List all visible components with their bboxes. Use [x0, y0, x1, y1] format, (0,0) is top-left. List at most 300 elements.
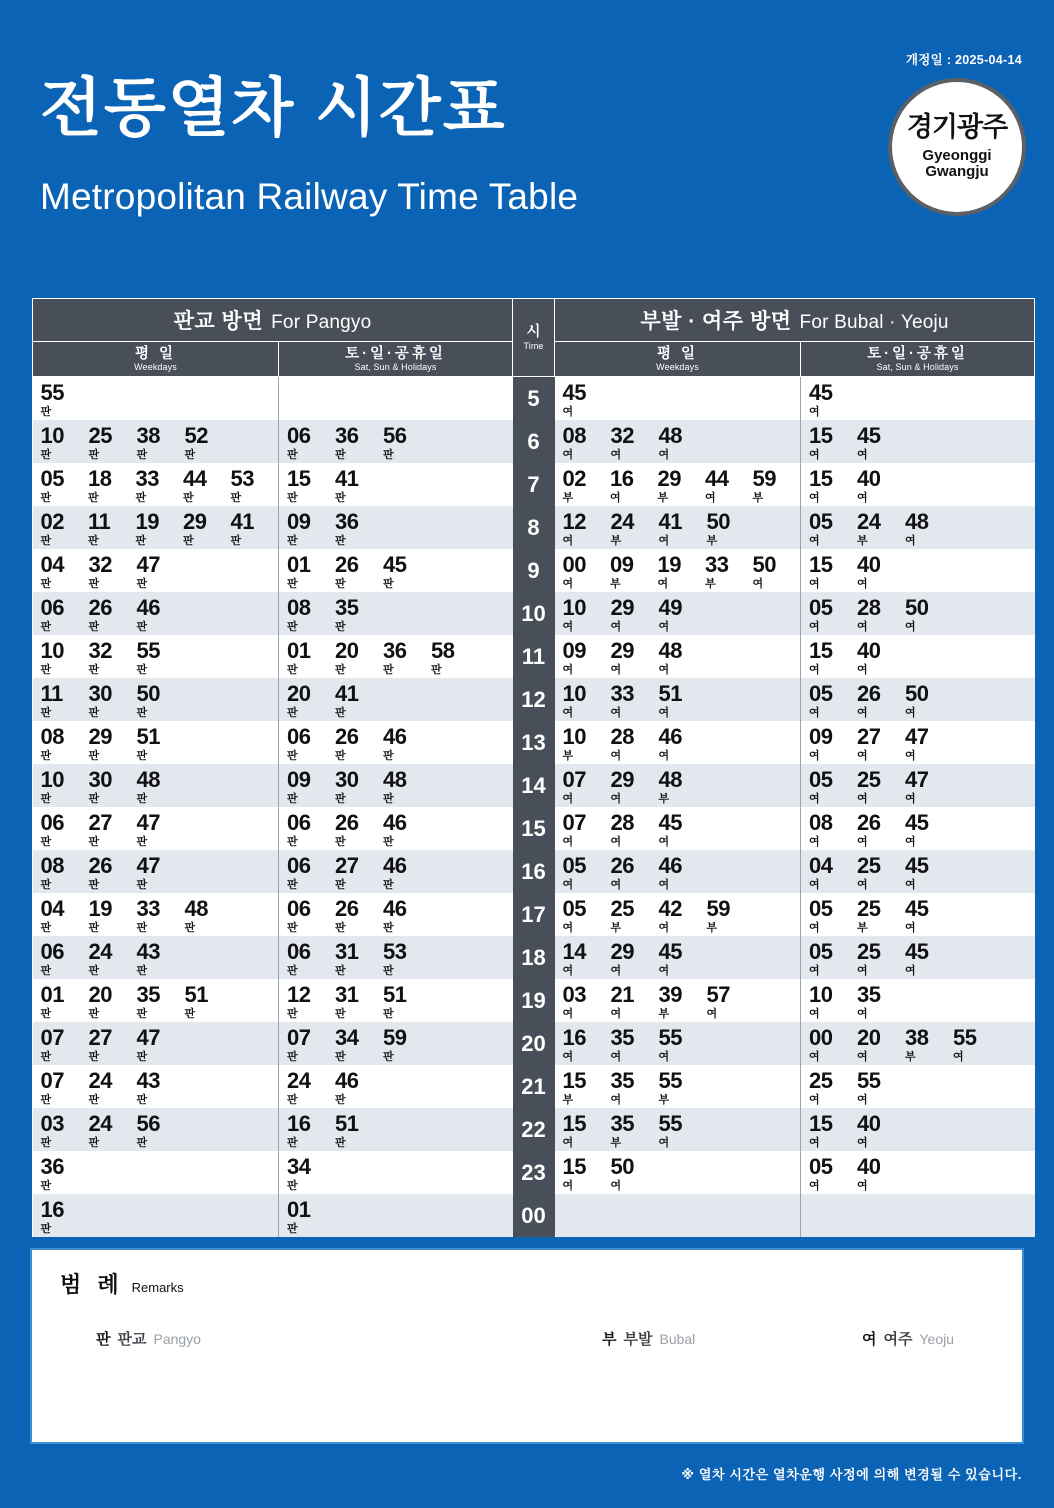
departure-destination-code: 여: [857, 1008, 868, 1020]
departure-minute: 05: [809, 896, 833, 921]
departure-minute: 48: [905, 509, 929, 534]
departure-minute: 00: [562, 552, 586, 577]
times-group: [801, 895, 1035, 934]
departure-minute: 51: [136, 724, 160, 749]
departure-destination-code: 판: [40, 879, 51, 891]
departure-minute: 16: [562, 1025, 586, 1050]
departure-time: [953, 1027, 995, 1063]
times-cell-right_weekday: [555, 592, 801, 635]
times-cell-right_holiday: [801, 592, 1035, 635]
departure-time: [89, 898, 131, 934]
departure-destination-code: 판: [40, 750, 51, 762]
timetable-row: [33, 506, 1035, 549]
departure-time: [905, 597, 947, 633]
departure-minute: 36: [335, 509, 359, 534]
departure-time: [563, 1027, 605, 1063]
departure-time: [335, 1027, 377, 1063]
departure-minute: 40: [857, 638, 881, 663]
departure-destination-code: 판: [135, 535, 146, 547]
departure-minute: 05: [562, 853, 586, 878]
departure-minute: 51: [335, 1111, 359, 1136]
timetable-row: [33, 678, 1035, 721]
departure-minute: 45: [658, 810, 682, 835]
departure-minute: 45: [562, 380, 586, 405]
departure-destination-code: 여: [809, 1051, 820, 1063]
departure-minute: 26: [335, 896, 359, 921]
departure-minute: 20: [88, 982, 112, 1007]
departure-minute: 20: [287, 681, 311, 706]
times-group: [33, 1153, 279, 1192]
departure-time: [41, 1156, 83, 1192]
departure-time: [611, 941, 653, 977]
departure-minute: 15: [809, 423, 833, 448]
times-group: [555, 895, 801, 934]
departure-time: [383, 726, 425, 762]
departure-minute: 05: [809, 939, 833, 964]
departure-destination-code: 판: [383, 793, 394, 805]
hour-label: 23: [513, 1151, 555, 1194]
departure-destination-code: 여: [706, 1008, 717, 1020]
departure-destination-code: 여: [562, 535, 573, 547]
departure-minute: 27: [335, 853, 359, 878]
departure-minute: 19: [88, 896, 112, 921]
hour-label: 7: [513, 463, 555, 506]
departure-destination-code: 여: [610, 664, 621, 676]
departure-destination-code: 여: [658, 1137, 669, 1149]
times-cell-left_holiday: [279, 1194, 513, 1237]
times-group: [279, 981, 513, 1020]
times-cell-left_holiday: [279, 893, 513, 936]
direction-pangyo-ko: 판교 방면: [173, 310, 264, 333]
departure-destination-code: 판: [287, 836, 298, 848]
departure-time: [611, 1070, 653, 1106]
times-group: [33, 723, 279, 762]
times-cell-right_holiday: [801, 1108, 1035, 1151]
times-cell-left_holiday: [279, 721, 513, 764]
departure-time: [41, 511, 83, 547]
departure-minute: 24: [88, 1111, 112, 1136]
departure-destination-code: 여: [809, 750, 820, 762]
departure-time: [335, 855, 377, 891]
departure-time: [809, 382, 851, 418]
departure-time: [335, 425, 377, 461]
departure-minute: 55: [953, 1025, 977, 1050]
departure-destination-code: 판: [88, 449, 99, 461]
departure-minute: 20: [335, 638, 359, 663]
times-group: [33, 637, 279, 676]
departure-minute: 01: [287, 552, 311, 577]
hour-label: 16: [513, 850, 555, 893]
times-group: [801, 1153, 1035, 1192]
direction-header-pangyo: [33, 299, 513, 342]
departure-time: [857, 683, 899, 719]
times-cell-left_holiday: [279, 1108, 513, 1151]
times-cell-left_holiday: [279, 506, 513, 549]
departure-destination-code: 여: [610, 750, 621, 762]
times-cell-left_weekday: [33, 1108, 279, 1151]
hour-label: 12: [513, 678, 555, 721]
departure-time: [287, 941, 329, 977]
departure-minute: 46: [335, 1068, 359, 1093]
departure-time: [563, 640, 605, 676]
departure-minute: 55: [658, 1068, 682, 1093]
departure-time: [41, 812, 83, 848]
departure-time: [659, 812, 701, 848]
departure-time: [659, 1070, 701, 1106]
departure-time: [809, 941, 851, 977]
subheader-pangyo-weekday-ko: 평 일: [134, 345, 177, 362]
station-name-ko: 경기광주: [906, 112, 1008, 143]
departure-destination-code: 여: [905, 965, 916, 977]
departure-destination-code: 판: [136, 965, 147, 977]
times-group: [801, 551, 1035, 590]
departure-destination-code: 여: [857, 1180, 868, 1192]
departure-time: [658, 468, 700, 504]
departure-time: [707, 984, 749, 1020]
departure-time: [857, 984, 899, 1020]
departure-destination-code: 판: [136, 750, 147, 762]
departure-time: [287, 511, 329, 547]
departure-minute: 47: [136, 1025, 160, 1050]
departure-minute: 55: [857, 1068, 881, 1093]
times-cell-left_holiday: [279, 420, 513, 463]
departure-minute: 02: [40, 509, 64, 534]
times-cell-right_holiday: [801, 764, 1035, 807]
departure-destination-code: 판: [335, 449, 346, 461]
departure-destination-code: 여: [905, 750, 916, 762]
departure-time: [136, 468, 178, 504]
departure-minute: 43: [136, 1068, 160, 1093]
departure-time: [705, 554, 747, 590]
departure-time: [563, 769, 605, 805]
departure-destination-code: 여: [857, 449, 868, 461]
departure-minute: 06: [287, 853, 311, 878]
departure-destination-code: 판: [136, 1008, 147, 1020]
departure-destination-code: 판: [136, 449, 147, 461]
departure-destination-code: 판: [287, 621, 298, 633]
times-cell-right_weekday: [555, 377, 801, 421]
departure-destination-code: 여: [857, 707, 868, 719]
departure-destination-code: 여: [857, 879, 868, 891]
times-cell-left_holiday: [279, 635, 513, 678]
departure-destination-code: 판: [287, 750, 298, 762]
departure-minute: 48: [658, 638, 682, 663]
departure-minute: 45: [905, 810, 929, 835]
departure-time: [753, 468, 795, 504]
departure-destination-code: 판: [287, 1137, 298, 1149]
departure-minute: 05: [562, 896, 586, 921]
hour-label: 9: [513, 549, 555, 592]
departure-time: [857, 425, 899, 461]
departure-destination-code: 여: [809, 664, 820, 676]
hour-label: 11: [513, 635, 555, 678]
departure-minute: 16: [40, 1197, 64, 1222]
departure-minute: 29: [657, 466, 681, 491]
departure-time: [335, 726, 377, 762]
departure-destination-code: 판: [40, 1223, 51, 1235]
times-group: [555, 551, 801, 590]
departure-destination-code: 판: [184, 449, 195, 461]
departure-minute: 46: [383, 853, 407, 878]
departure-destination-code: 부: [610, 1137, 621, 1149]
departure-minute: 26: [335, 552, 359, 577]
departure-time: [857, 898, 899, 934]
page-title-en: Metropolitan Railway Time Table: [40, 176, 579, 217]
departure-time: [809, 1113, 851, 1149]
times-group: [33, 766, 279, 805]
departure-destination-code: 판: [136, 1051, 147, 1063]
departure-minute: 11: [88, 509, 111, 534]
times-cell-right_holiday: [801, 1151, 1035, 1194]
times-cell-right_holiday: [801, 420, 1035, 463]
legend-code-bubal: 부: [602, 1331, 617, 1348]
departure-time: [905, 898, 947, 934]
departure-destination-code: 판: [136, 879, 147, 891]
departure-time: [809, 468, 851, 504]
hour-header-ko: 시: [526, 324, 541, 341]
departure-destination-code: 여: [809, 535, 820, 547]
departure-destination-code: 여: [562, 965, 573, 977]
departure-destination-code: 판: [88, 664, 99, 676]
departure-destination-code: 여: [658, 449, 669, 461]
departure-time: [383, 812, 425, 848]
times-cell-left_weekday: [33, 678, 279, 721]
departure-destination-code: 판: [40, 449, 51, 461]
departure-time: [137, 984, 179, 1020]
departure-minute: 25: [88, 423, 112, 448]
departure-minute: 28: [610, 810, 634, 835]
departure-minute: 46: [383, 810, 407, 835]
departure-destination-code: 부: [905, 1051, 916, 1063]
departure-time: [659, 855, 701, 891]
departure-minute: 35: [610, 1025, 634, 1050]
departure-time: [809, 683, 851, 719]
departure-destination-code: 여: [562, 1051, 573, 1063]
times-group: [279, 680, 513, 719]
departure-time: [563, 898, 605, 934]
departure-minute: 51: [184, 982, 208, 1007]
legend-item-pangyo: [96, 1328, 201, 1349]
departure-time: [905, 726, 947, 762]
departure-time: [809, 855, 851, 891]
departure-destination-code: 여: [610, 707, 621, 719]
departure-minute: 25: [857, 939, 881, 964]
departure-time: [809, 769, 851, 805]
departure-time: [89, 769, 131, 805]
departure-time: [563, 683, 605, 719]
departure-destination-code: 여: [610, 1180, 621, 1192]
departure-destination-code: 여: [562, 406, 573, 418]
departure-time: [335, 511, 377, 547]
departure-destination-code: 여: [562, 922, 573, 934]
departure-time: [335, 554, 377, 590]
departure-minute: 04: [40, 896, 64, 921]
departure-time: [659, 769, 701, 805]
times-cell-left_holiday: [279, 764, 513, 807]
times-group: [33, 809, 279, 848]
departure-time: [287, 554, 329, 590]
departure-time: [89, 554, 131, 590]
departure-time: [857, 726, 899, 762]
departure-time: [137, 855, 179, 891]
departure-time: [41, 683, 83, 719]
times-group: [279, 1024, 513, 1063]
departure-time: [287, 1156, 329, 1192]
departure-destination-code: 여: [905, 836, 916, 848]
departure-destination-code: 판: [40, 621, 51, 633]
departure-minute: 05: [809, 595, 833, 620]
departure-destination-code: 판: [335, 879, 346, 891]
departure-minute: 26: [335, 810, 359, 835]
departure-time: [89, 640, 131, 676]
departure-time: [611, 1156, 653, 1192]
departure-destination-code: 판: [383, 449, 394, 461]
hour-label: 13: [513, 721, 555, 764]
departure-time: [383, 984, 425, 1020]
times-cell-right_weekday: [555, 1022, 801, 1065]
departure-minute: 56: [383, 423, 407, 448]
departure-time: [88, 468, 130, 504]
departure-destination-code: 부: [705, 578, 716, 590]
departure-time: [335, 769, 377, 805]
departure-destination-code: 여: [857, 1137, 868, 1149]
departure-minute: 26: [88, 595, 112, 620]
departure-time: [137, 425, 179, 461]
departure-minute: 48: [658, 767, 682, 792]
departure-minute: 40: [857, 552, 881, 577]
departure-destination-code: 여: [809, 492, 820, 504]
departure-time: [383, 855, 425, 891]
departure-time: [287, 468, 329, 504]
departure-destination-code: 판: [335, 535, 346, 547]
times-cell-left_holiday: [279, 979, 513, 1022]
departure-destination-code: 부: [562, 1094, 573, 1106]
departure-minute: 21: [610, 982, 634, 1007]
departure-minute: 39: [658, 982, 682, 1007]
departure-minute: 06: [287, 896, 311, 921]
departure-time: [809, 425, 851, 461]
departure-time: [809, 640, 851, 676]
departure-minute: 55: [136, 638, 160, 663]
departure-destination-code: 판: [287, 879, 298, 891]
times-group: [801, 981, 1035, 1020]
departure-time: [659, 425, 701, 461]
departure-minute: 04: [809, 853, 833, 878]
departure-time: [89, 1070, 131, 1106]
hour-label: 17: [513, 893, 555, 936]
departure-destination-code: 판: [136, 1137, 147, 1149]
departure-destination-code: 판: [335, 1137, 346, 1149]
departure-time: [611, 597, 653, 633]
times-group: [555, 1110, 801, 1149]
departure-time: [905, 511, 947, 547]
departure-time: [659, 726, 701, 762]
departure-minute: 36: [40, 1154, 64, 1179]
departure-minute: 51: [383, 982, 407, 1007]
departure-destination-code: 판: [40, 578, 51, 590]
subheader-pangyo-weekday: [33, 342, 279, 377]
departure-time: [41, 425, 83, 461]
departure-destination-code: 판: [88, 1094, 99, 1106]
departure-minute: 06: [287, 810, 311, 835]
legend-code-pangyo: 판: [96, 1331, 111, 1348]
departure-minute: 12: [287, 982, 311, 1007]
departure-time: [335, 597, 377, 633]
departure-minute: 45: [658, 939, 682, 964]
departure-destination-code: 판: [88, 1008, 99, 1020]
departure-destination-code: 판: [184, 922, 195, 934]
times-group: [279, 397, 513, 400]
departure-destination-code: 판: [230, 492, 241, 504]
departure-time: [185, 425, 227, 461]
departure-time: [659, 511, 701, 547]
departure-time: [137, 597, 179, 633]
subheader-bubal-holiday-ko: 토·일·공휴일: [867, 345, 968, 362]
departure-minute: 01: [287, 638, 311, 663]
departure-time: [89, 1113, 131, 1149]
times-group: [555, 981, 801, 1020]
departure-time: [287, 984, 329, 1020]
departure-destination-code: 판: [287, 1223, 298, 1235]
departure-destination-code: 여: [562, 879, 573, 891]
times-cell-left_holiday: [279, 807, 513, 850]
times-group: [801, 1214, 1035, 1217]
departure-destination-code: 판: [88, 492, 99, 504]
times-group: [801, 379, 1035, 418]
departure-time: [89, 812, 131, 848]
departure-destination-code: 여: [809, 621, 820, 633]
timetable-row: [33, 420, 1035, 463]
departure-time: [41, 1070, 83, 1106]
departure-time: [41, 1113, 83, 1149]
timetable-body: [33, 377, 1035, 1238]
revision-date: 개정일 : 2025-04-14: [905, 53, 1022, 67]
departure-destination-code: 여: [610, 1051, 621, 1063]
departure-destination-code: 부: [706, 922, 717, 934]
departure-minute: 41: [335, 681, 359, 706]
times-group: [279, 637, 513, 676]
departure-destination-code: 여: [809, 707, 820, 719]
departure-minute: 48: [658, 423, 682, 448]
times-cell-left_weekday: [33, 807, 279, 850]
departure-destination-code: 여: [562, 449, 573, 461]
times-group: [33, 422, 279, 461]
subheader-bubal-holiday: [801, 342, 1035, 377]
hour-label: 20: [513, 1022, 555, 1065]
departure-minute: 29: [610, 638, 634, 663]
subheader-pangyo-holiday-ko: 토·일·공휴일: [345, 345, 446, 362]
departure-destination-code: 판: [88, 707, 99, 719]
times-cell-right_weekday: [555, 979, 801, 1022]
departure-minute: 30: [88, 681, 112, 706]
departure-minute: 53: [383, 939, 407, 964]
departure-minute: 19: [135, 509, 159, 534]
departure-minute: 52: [184, 423, 208, 448]
departure-minute: 05: [809, 509, 833, 534]
departure-minute: 45: [857, 423, 881, 448]
departure-destination-code: 판: [287, 535, 298, 547]
departure-minute: 49: [658, 595, 682, 620]
departure-minute: 15: [562, 1154, 586, 1179]
departure-time: [287, 898, 329, 934]
departure-time: [857, 554, 899, 590]
departure-time: [41, 382, 83, 418]
departure-time: [809, 511, 851, 547]
departure-time: [707, 898, 749, 934]
departure-minute: 44: [183, 466, 207, 491]
departure-minute: 29: [88, 724, 112, 749]
departure-time: [41, 855, 83, 891]
